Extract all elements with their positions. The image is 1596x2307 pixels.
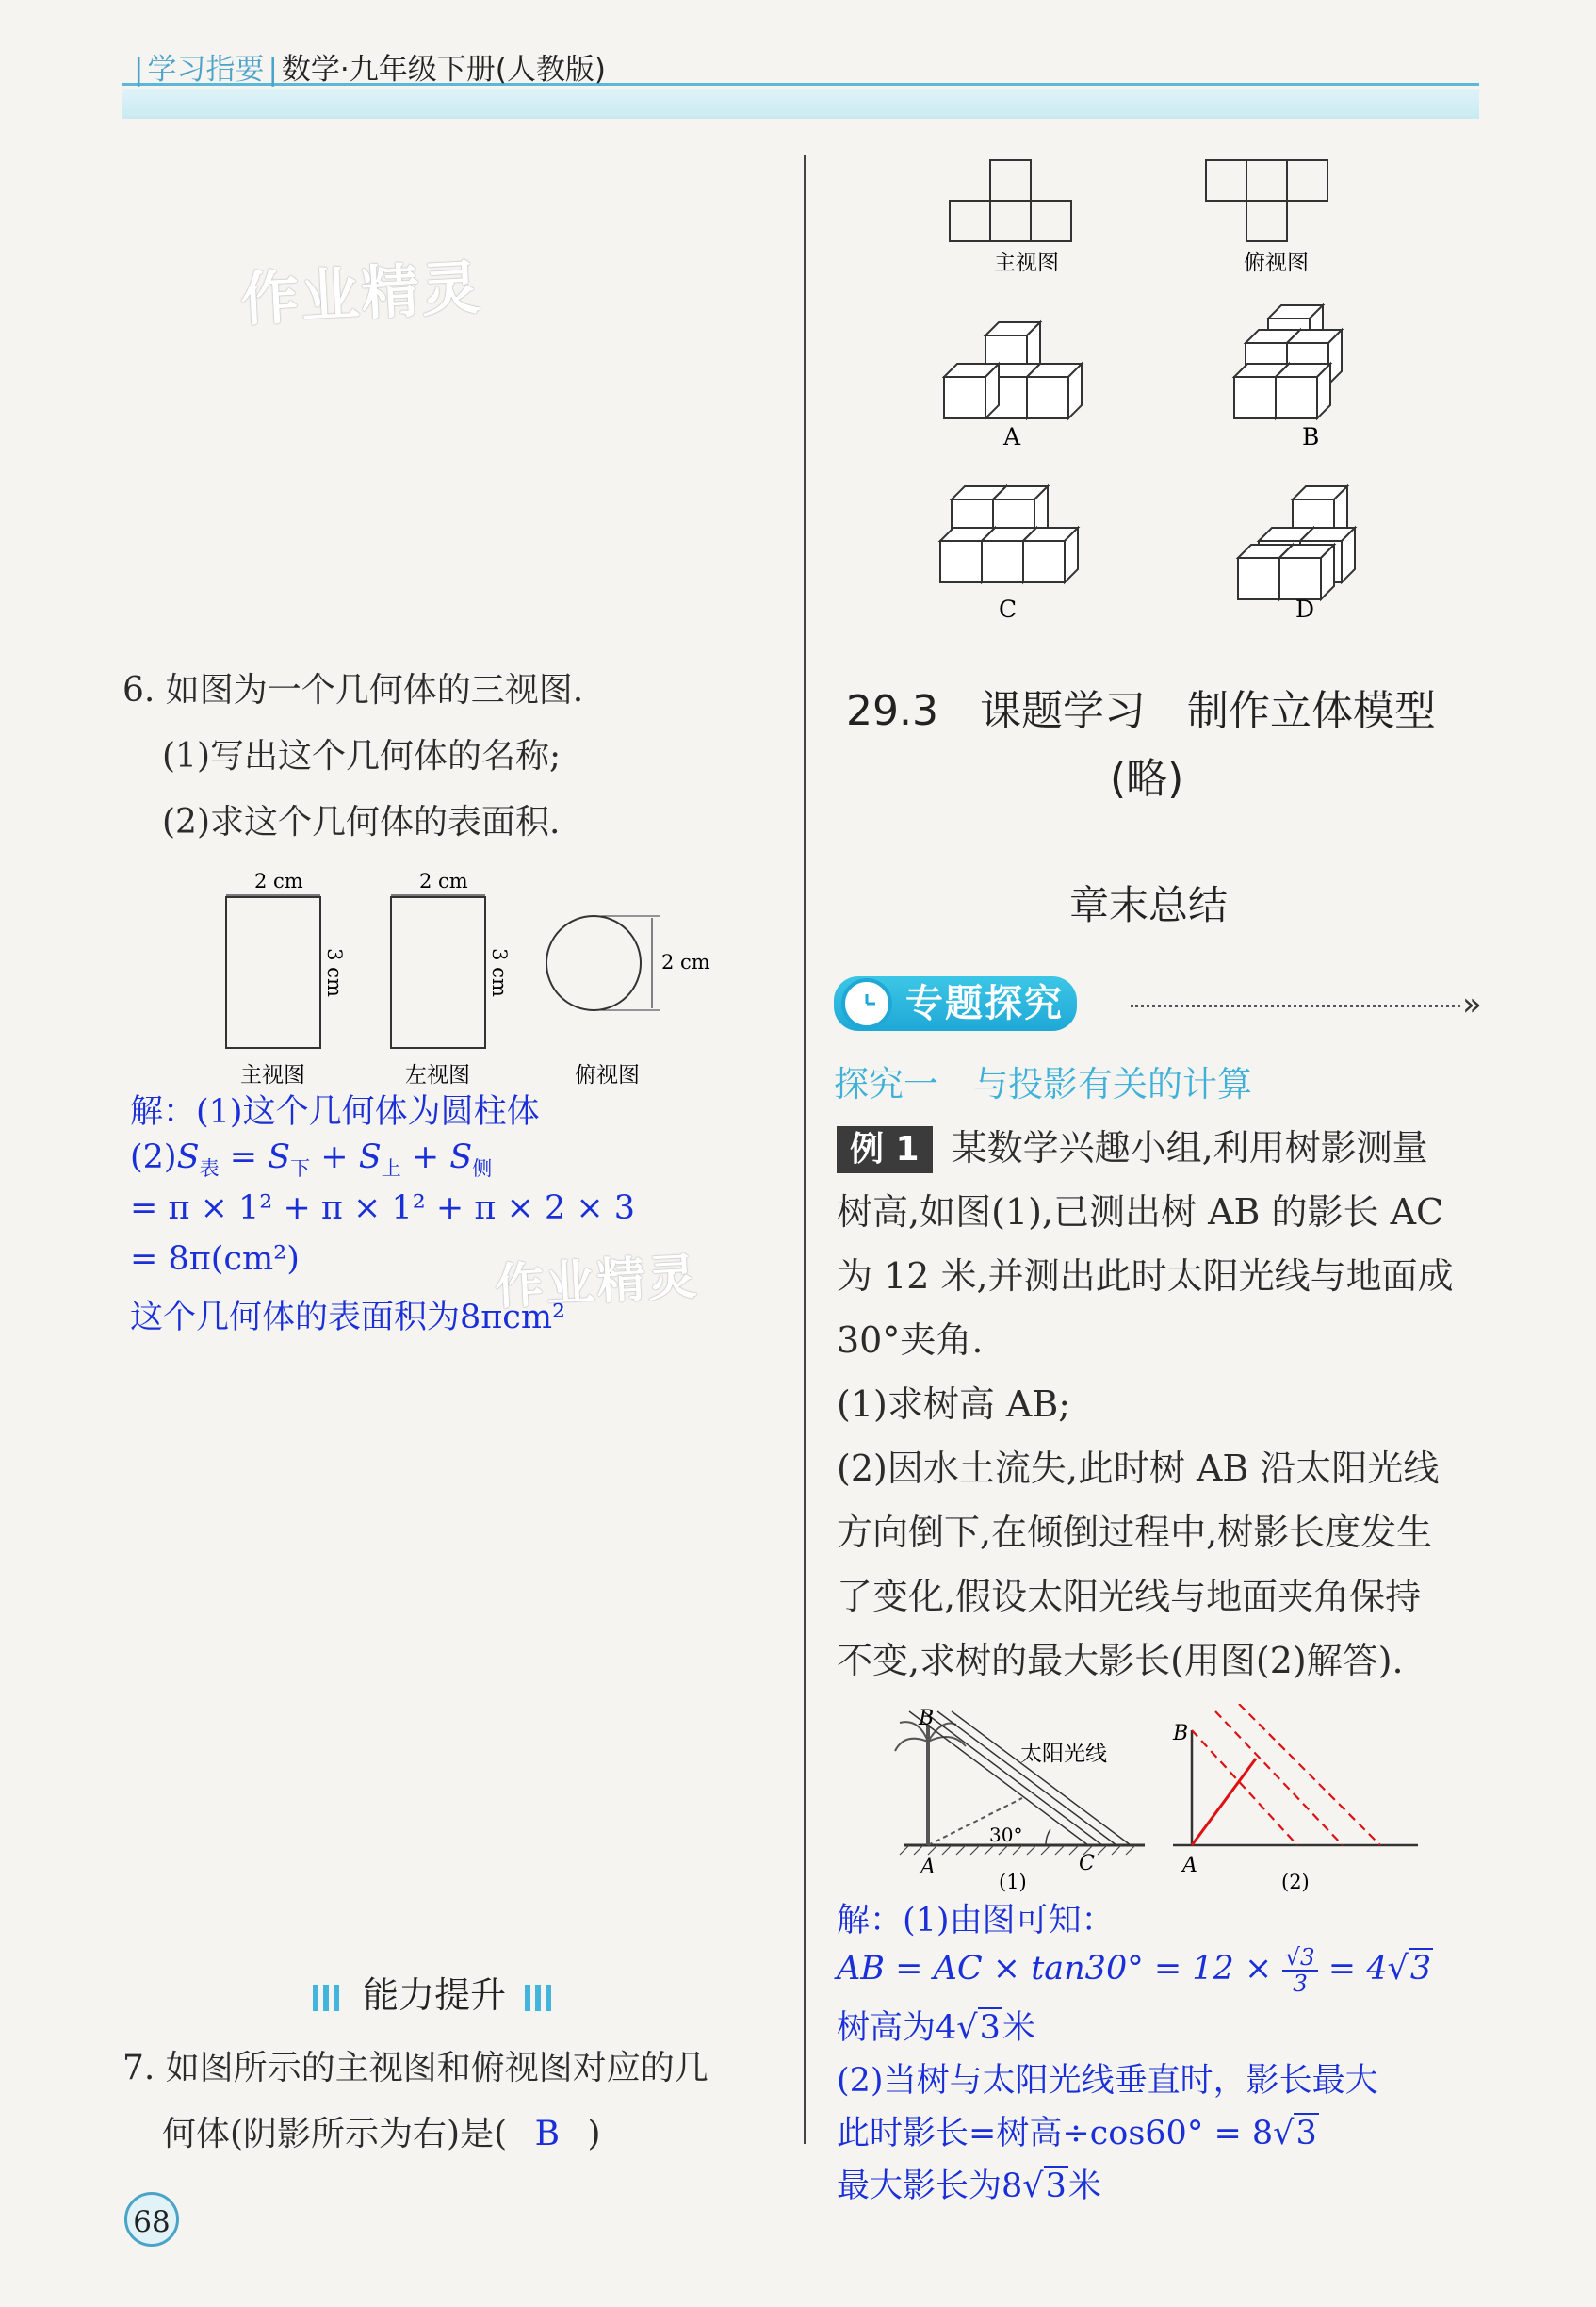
example1-line7: 方向倒下,在倾倒过程中,树影长度发生 [837, 1512, 1433, 1553]
double-chevron-icon: » [1462, 986, 1482, 1023]
book-title: 数学·九年级下册(人教版) [281, 53, 606, 87]
q7-front-view [950, 160, 1071, 241]
q7-option-c-solid [940, 486, 1078, 582]
example1-line8: 了变化,假设太阳光线与地面夹角保持 [837, 1576, 1422, 1617]
ability-bars-right [525, 1974, 556, 2016]
top-view-circle [546, 916, 641, 1010]
ex1-answer-line3: 树高为4√3米 [837, 2009, 1035, 2047]
example1-line6: (2)因水土流失,此时树 AB 沿太阳光线 [837, 1448, 1440, 1489]
left-view-rect [391, 897, 485, 1048]
running-header: | 学习指要 | 数学·九年级下册(人教版) [134, 53, 606, 87]
fig2-scene [1173, 1704, 1418, 1845]
topic-badge: 专题探究 [834, 976, 1077, 1031]
front-view-rect [226, 897, 320, 1048]
q7-option-b-solid [1234, 305, 1342, 418]
dim-left-width: 2 cm [419, 870, 468, 892]
fig2-label-a: A [1182, 1854, 1197, 1877]
ex1-answer-line5: 此时影长=树高÷cos60° = 8√3 [837, 2115, 1317, 2152]
q7-option-c-label: C [999, 596, 1018, 623]
ex1-answer-line2: AB = AC × tan30° = 12 × $\frac{√3}{3}$ = 4√3 [837, 1943, 1432, 1997]
q6-answer-line3: = π × 1² + π × 1² + π × 2 × 3 [130, 1189, 636, 1227]
example1-line2: 树高,如图(1),已测出树 AB 的影长 AC [837, 1191, 1444, 1233]
ability-heading: 能力提升 [313, 1966, 556, 2018]
q7-front-label: 主视图 [994, 251, 1059, 275]
q7-option-a-label: A [1003, 423, 1021, 450]
watermark-top: 作业精灵 [238, 253, 484, 335]
q7-stem: 7. 如图所示的主视图和俯视图对应的几 [122, 2049, 708, 2087]
fig1-angle: 30° [989, 1824, 1023, 1846]
q7-option-a-solid [944, 322, 1082, 418]
fig1-sunlight-label: 太阳光线 [1020, 1742, 1107, 1766]
chapter-summary-heading: 章末总结 [1069, 882, 1229, 928]
subtopic-heading: 探究一 与投影有关的计算 [834, 1064, 1252, 1104]
q7-answer: B [534, 2115, 561, 2153]
ex1-answer-line4: (2)当树与太阳光线垂直时，影长最大 [837, 2062, 1378, 2100]
q6-stem: 6. 如图为一个几何体的三视图. [122, 671, 584, 710]
q7-option-b-label: B [1302, 423, 1320, 450]
example1-line3: 为 12 米,并测出此时太阳光线与地面成 [837, 1255, 1454, 1297]
example-label: 例 1 [837, 1126, 933, 1173]
q7-figures [923, 151, 1394, 641]
ability-bars-left [313, 1974, 344, 2016]
fig1-label-a: A [920, 1856, 936, 1879]
q7-top-view [1206, 160, 1327, 241]
badge-dotted-rule [1131, 1005, 1460, 1007]
fig1-label-c: C [1079, 1852, 1095, 1875]
example1-figures [853, 1704, 1437, 1892]
q6-part1: (1)写出这个几何体的名称; [162, 737, 562, 776]
fig1-caption: (1) [999, 1871, 1027, 1892]
column-divider [804, 155, 806, 2144]
q7-option-d-solid [1238, 486, 1355, 599]
q7-top-label: 俯视图 [1244, 251, 1309, 275]
header-band [122, 89, 1479, 119]
q6-answer-line2: $(2)S_表 = S_下 + S_上 + S_侧$ [130, 1138, 493, 1180]
q6-answer-line1: 解：(1)这个几何体为圆柱体 [130, 1093, 540, 1131]
section-29-3-note: (略) [1110, 755, 1184, 803]
watermark-middle: 作业精灵 [493, 1249, 700, 1317]
example1-line1: 例 1 某数学兴趣小组,利用树影测量 [837, 1116, 1515, 1180]
q6-part2: (2)求这个几何体的表面积. [162, 803, 561, 842]
fig1-label-b: B [919, 1707, 935, 1730]
clock-hands-icon [853, 990, 881, 1018]
dim-diameter: 2 cm [661, 951, 710, 974]
front-view-label: 主视图 [240, 1063, 305, 1088]
q7-option-d-label: D [1295, 596, 1315, 623]
q6-answer-line4: = 8π(cm²) [130, 1240, 300, 1278]
q6-three-views [217, 867, 744, 1093]
top-view-label: 俯视图 [575, 1063, 640, 1088]
dim-front-width: 2 cm [254, 870, 303, 892]
q6-answer-line5: 这个几何体的表面积为8πcm² [130, 1299, 566, 1336]
dim-left-height: 3 cm [488, 948, 511, 997]
fraction-sqrt3-over-3: $\frac{√3}{3}$ [1282, 1945, 1317, 1995]
q7-stem-2: 何体(阴影所示为右)是( B ) [162, 2115, 601, 2153]
series-name: 学习指要 [147, 53, 265, 87]
fig2-label-b: B [1173, 1722, 1189, 1745]
section-29-3-title: 29.3 课题学习 制作立体模型 [846, 687, 1436, 735]
ex1-answer-line1: 解：(1)由图可知： [837, 1902, 1115, 1939]
dim-front-height: 3 cm [323, 948, 346, 997]
example1-body [837, 1116, 1515, 1693]
example1-line9: 不变,求树的最大影长(用图(2)解答). [837, 1640, 1404, 1681]
example1-line4: 30°夹角. [837, 1319, 984, 1361]
example1-line5: (1)求树高 AB; [837, 1383, 1071, 1425]
left-view-label: 左视图 [405, 1063, 470, 1088]
ex1-answer-line6: 最大影长为8√3米 [837, 2168, 1101, 2205]
fig2-caption: (2) [1281, 1871, 1310, 1892]
page-number: 68 [124, 2192, 179, 2247]
